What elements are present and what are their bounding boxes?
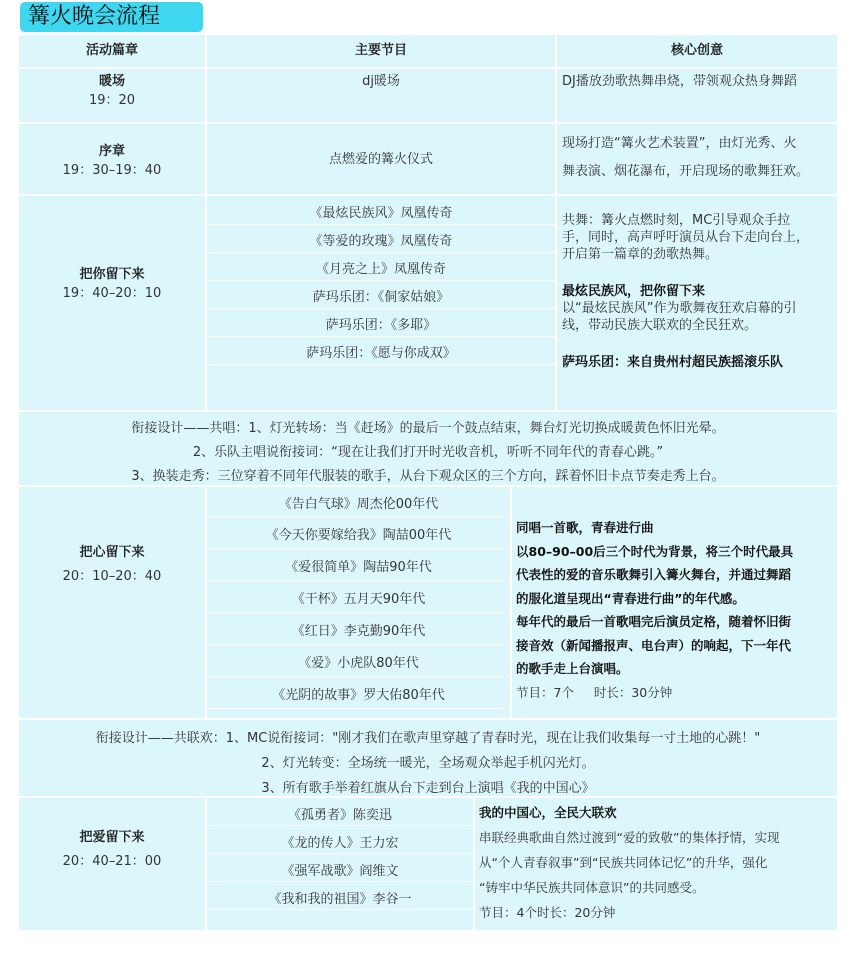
- idea-footer: 节目：4个时长：20分钟: [479, 905, 616, 920]
- idea-line: 串联经典歌曲自然过渡到“爱的致敬”的集体抒情，实现: [479, 830, 780, 845]
- love-idea: [479, 800, 837, 925]
- header-idea: 核心创意: [670, 43, 723, 58]
- program-item: 《我和我的祖国》李谷一: [268, 892, 412, 907]
- idea-line: 接音效（新闻播报声、电台声）的响起，下一年代: [516, 637, 792, 653]
- program-item: 《最炫民族风》凤凰传奇: [309, 206, 453, 221]
- chapter-time: 20：10–20：40: [62, 569, 162, 584]
- header-chapter: 活动篇章: [85, 43, 138, 58]
- program-item: 《红日》李克勤90年代: [291, 624, 426, 639]
- program-item: 《干杯》五月天90年代: [291, 592, 426, 607]
- idea-line: 开启第一篇章的劲歌热舞。: [562, 247, 719, 262]
- chapter-time: 19：30–19：40: [62, 163, 162, 178]
- warmup-chapter: [19, 72, 205, 110]
- program-item: 《强军战歌》阎维文: [281, 864, 399, 879]
- transition-line: 3、所有歌手举着红旗从台下走到台上演唱《我的中国心》: [261, 781, 595, 796]
- idea-line: 代表性的爱的音乐歌舞引入篝火舞台，并通过舞蹈: [516, 567, 792, 582]
- program-item: 《爱》小虎队80年代: [298, 656, 419, 671]
- transition-line: 衔接设计——共唱：1、灯光转场：当《赶场》的最后一个鼓点结束，舞台灯光切换成暖黄色怀旧光晕。: [131, 421, 725, 436]
- idea-line: “铸牢中华民族共同体意识”的共同感受。: [479, 880, 705, 895]
- prelude-program: 点燃爱的篝火仪式: [328, 152, 433, 167]
- chapter-time: 19：40–20：10: [62, 286, 162, 301]
- idea-line: 手，同时，高声呼吁演员从台下走向台上，: [562, 230, 810, 245]
- prelude-idea: [562, 130, 837, 186]
- idea-line: 共舞：篝火点燃时刻，MC引导观众手拉: [562, 213, 791, 228]
- program-item: 《告白气球》周杰伦00年代: [278, 497, 439, 512]
- program-item: 萨玛乐团：《愿与你成双》: [306, 346, 456, 361]
- program-item: 《龙的传人》王力宏: [281, 836, 399, 851]
- chapter-name: 把心留下来: [79, 545, 145, 560]
- idea-highlight: 我的中国心，全民大联欢: [479, 805, 617, 820]
- page-title: 篝火晚会流程: [20, 2, 203, 32]
- transition-line: 2、灯光转变：全场统一暖光，全场观众举起手机闪光灯。: [261, 756, 595, 771]
- program-item: 《爱很简单》陶喆90年代: [285, 560, 432, 575]
- warmup-idea: DJ播放劲歌热舞串烧，带领观众热身舞蹈: [562, 74, 797, 89]
- idea-footer: 节目：7个 时长：30分钟: [516, 684, 673, 700]
- idea-highlight: 最炫民族风，把你留下来: [562, 284, 706, 299]
- transition-line: 2、乐队主唱说衔接词：“现在让我们打开时光收音机，听听不同年代的青春心跳。”: [192, 445, 664, 460]
- chapter-time: 20：40–21：00: [62, 854, 162, 869]
- program-item: 《今天你要嫁给我》陶喆00年代: [265, 528, 452, 543]
- idea-line: 舞表演、烟花瀑布，开启现场的歌舞狂欢。: [562, 164, 810, 179]
- program-item: 萨玛乐团：《侗家姑娘》: [312, 290, 450, 305]
- chapter-time: 19：20: [88, 93, 136, 108]
- idea-line: 以80–90–00后三个时代为背景，将三个时代最具: [516, 543, 794, 559]
- chapter-name: 暖场: [98, 74, 125, 89]
- warmup-program: dj暖场: [362, 74, 400, 89]
- program-item: 《等爱的玫瑰》凤凰传奇: [309, 234, 453, 249]
- heart-chapter: [19, 543, 205, 587]
- chapter-name: 序章: [98, 144, 125, 159]
- idea-line: 的服化道呈现出“青春进行曲”的年代感。: [516, 590, 745, 606]
- header-program: 主要节目: [354, 43, 407, 58]
- idea-highlight: 萨玛乐团：来自贵州村超民族摇滚乐队: [562, 355, 784, 370]
- idea-line: 的歌手走上台演唱。: [516, 661, 629, 676]
- transition-line: 衔接设计——共联欢：1、MC说衔接词："刚才我们在歌声里穿越了青春时光，现在让我们收集每一寸土地的心跳！": [95, 731, 761, 746]
- love-chapter: [19, 828, 205, 872]
- idea-line: 从“个人青春叙事”到“民族共同体记忆”的升华，强化: [479, 855, 768, 870]
- program-item: 《孤勇者》陈奕迅: [287, 808, 392, 823]
- program-item: 《光阴的故事》罗大佑80年代: [272, 688, 445, 703]
- stay-chapter: [19, 265, 205, 303]
- idea-line: 同唱一首歌，青春进行曲: [516, 520, 654, 535]
- stay-idea: [562, 212, 837, 371]
- program-item: 萨玛乐团：《多耶》: [325, 318, 437, 333]
- idea-line: 线，带动民族大联欢的全民狂欢。: [562, 318, 758, 333]
- idea-line: 每年代的最后一首歌唱完后演员定格，随着怀旧街: [516, 614, 792, 629]
- program-item: 《月亮之上》凤凰传奇: [315, 262, 446, 277]
- chapter-name: 把你留下来: [79, 267, 145, 282]
- chapter-name: 把爱留下来: [79, 830, 145, 845]
- idea-line: 以“最炫民族风”作为歌舞夜狂欢启幕的引: [562, 301, 797, 316]
- transition-line: 3、换装走秀：三位穿着不同年代服装的歌手，从台下观众区的三个方向，踩着怀旧卡点节奏走秀上台。: [131, 469, 725, 484]
- idea-line: 现场打造“篝火艺术装置”，由灯光秀、火: [562, 136, 797, 151]
- heart-idea: [516, 516, 837, 704]
- prelude-chapter: [19, 142, 205, 180]
